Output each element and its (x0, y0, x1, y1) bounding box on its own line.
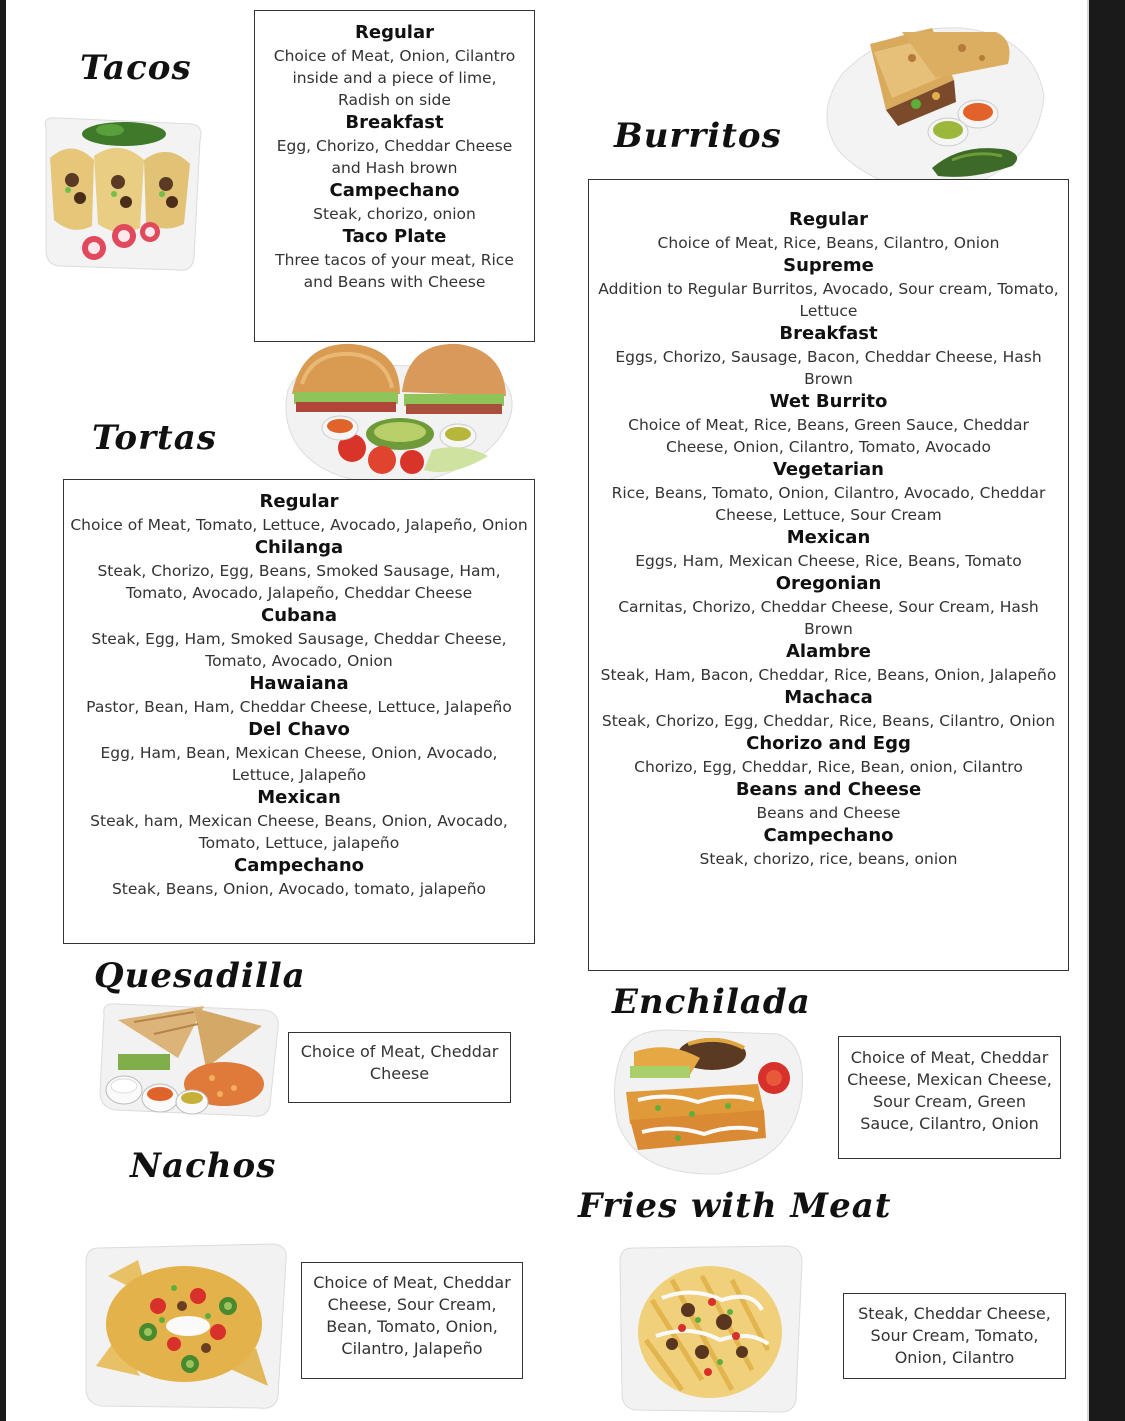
burritos-menu-box (588, 179, 1069, 971)
item-name: Breakfast (345, 112, 444, 133)
menu-item (595, 778, 1062, 824)
item-name: Chilanga (254, 537, 344, 558)
quesadilla-photo (94, 998, 284, 1120)
item-name: Mexican (786, 527, 871, 548)
item-desc: Eggs, Chorizo, Sausage, Bacon, Cheddar Cheese, Hash Brown (615, 348, 1042, 388)
item-desc: Carnitas, Chorizo, Cheddar Cheese, Sour Cream, Hash Brown (618, 598, 1039, 638)
item-desc: Choice of Meat, Rice, Beans, Cilantro, Onion (657, 234, 1000, 252)
item-desc: Steak, Chorizo, Egg, Cheddar, Rice, Beans, Cilantro, Onion (601, 712, 1056, 730)
item-desc: Choice of Meat, Onion, Cilantro inside and a piece of lime, Radish on side (273, 47, 516, 109)
item-name: Regular (259, 491, 339, 512)
quesadilla-heading: Quesadilla (94, 956, 306, 996)
enchilada-photo (608, 1022, 808, 1178)
item-name: Oregonian (775, 573, 882, 594)
item-desc: Addition to Regular Burritos, Avocado, Sour cream, Tomato, Lettuce (598, 280, 1059, 320)
item-desc: Pastor, Bean, Ham, Cheddar Cheese, Lettuce, Jalapeño (86, 698, 512, 716)
menu-item (595, 322, 1062, 390)
menu-item (595, 254, 1062, 322)
item-name: Hawaiana (249, 673, 349, 694)
menu-item (265, 111, 524, 179)
item-name: Taco Plate (342, 226, 447, 247)
item-desc: Steak, Egg, Ham, Smoked Sausage, Cheddar Cheese, Tomato, Avocado, Onion (91, 630, 507, 670)
item-name: Chorizo and Egg (746, 733, 911, 754)
item-desc: Eggs, Ham, Mexican Cheese, Rice, Beans, Tomato (635, 552, 1022, 570)
item-desc: Egg, Ham, Bean, Mexican Cheese, Onion, Avocado, Lettuce, Jalapeño (100, 744, 498, 784)
item-desc: Steak, Ham, Bacon, Cheddar, Rice, Beans, Onion, Jalapeño (600, 666, 1057, 684)
nachos-desc-box (301, 1262, 523, 1379)
fries-photo (612, 1240, 808, 1414)
item-name: Alambre (786, 641, 871, 662)
tortas-menu-box (63, 479, 535, 944)
item-desc: Choice of Meat, Cheddar Cheese, Mexican Cheese, Sour Cream, Green Sauce, Cilantro, Onion (847, 1048, 1052, 1133)
item-desc: Rice, Beans, Tomato, Onion, Cilantro, Avocado, Cheddar Cheese, Lettuce, Sour Cream (611, 484, 1046, 524)
item-desc: Steak, ham, Mexican Cheese, Beans, Onion, Avocado, Tomato, Lettuce, jalapeño (90, 812, 508, 852)
menu-item (70, 490, 528, 536)
item-desc: Steak, Chorizo, Egg, Beans, Smoked Sausage, Ham, Tomato, Avocado, Jalapeño, Cheddar Cheese (97, 562, 501, 602)
menu-item (595, 640, 1062, 686)
item-name: Campechano (329, 180, 460, 201)
right-edge (1089, 0, 1125, 1421)
menu-item (265, 179, 524, 225)
item-name: Mexican (257, 787, 341, 808)
menu-item (595, 572, 1062, 640)
item-name: Campechano (763, 825, 894, 846)
menu-item (70, 854, 528, 900)
tacos-heading: Tacos (80, 48, 192, 88)
tortas-heading: Tortas (92, 418, 217, 458)
enchilada-desc-box (838, 1036, 1061, 1159)
item-desc: Choice of Meat, Rice, Beans, Green Sauce, Cheddar Cheese, Onion, Cilantro, Tomato, Avocado (628, 416, 1029, 456)
item-desc: Choice of Meat, Cheddar Cheese (300, 1042, 499, 1083)
item-name: Breakfast (779, 323, 878, 344)
item-name: Beans and Cheese (735, 779, 922, 800)
item-name: Supreme (783, 255, 874, 276)
item-name: Vegetarian (772, 459, 884, 480)
item-desc: Chorizo, Egg, Cheddar, Rice, Bean, onion, Cilantro (634, 758, 1023, 776)
item-desc: Steak, Cheddar Cheese, Sour Cream, Tomato, Onion, Cilantro (858, 1304, 1051, 1367)
menu-item (70, 786, 528, 854)
item-desc: Three tacos of your meat, Rice and Beans with Cheese (275, 251, 514, 291)
nachos-photo (78, 1236, 290, 1412)
item-desc: Egg, Chorizo, Cheddar Cheese and Hash brown (276, 137, 513, 177)
menu-item (70, 718, 528, 786)
item-name: Regular (789, 209, 868, 230)
menu-item (265, 225, 524, 293)
item-desc: Choice of Meat, Tomato, Lettuce, Avocado, Jalapeño, Onion (70, 516, 528, 534)
item-desc: Steak, chorizo, rice, beans, onion (699, 850, 958, 868)
fries-heading: Fries with Meat (578, 1186, 892, 1226)
menu-item (595, 824, 1062, 870)
tortas-photo (282, 338, 518, 488)
left-edge (0, 0, 6, 1421)
tacos-menu-box (254, 10, 535, 342)
menu-item (595, 458, 1062, 526)
tacos-photo (32, 108, 207, 278)
fries-desc-box (843, 1293, 1066, 1379)
menu-item (70, 604, 528, 672)
menu-item (265, 21, 524, 111)
quesadilla-desc-box (288, 1032, 511, 1103)
item-desc: Beans and Cheese (756, 804, 901, 822)
menu-item (595, 208, 1062, 254)
item-desc: Steak, Beans, Onion, Avocado, tomato, jalapeño (111, 880, 487, 898)
item-name: Del Chavo (248, 719, 350, 740)
item-name: Regular (355, 22, 434, 43)
menu-item (595, 390, 1062, 458)
item-name: Campechano (233, 855, 365, 876)
nachos-heading: Nachos (130, 1146, 277, 1186)
item-name: Wet Burrito (769, 391, 888, 412)
menu-item (595, 732, 1062, 778)
item-name: Machaca (784, 687, 873, 708)
item-desc: Choice of Meat, Cheddar Cheese, Sour Cream, Bean, Tomato, Onion, Cilantro, Jalapeño (313, 1273, 511, 1358)
item-name: Cubana (260, 605, 338, 626)
menu-item (70, 672, 528, 718)
menu-item (70, 536, 528, 604)
enchilada-heading: Enchilada (612, 982, 811, 1022)
burritos-heading: Burritos (614, 116, 782, 156)
menu-item (595, 686, 1062, 732)
burritos-photo (812, 18, 1052, 198)
menu-item (595, 526, 1062, 572)
item-desc: Steak, chorizo, onion (313, 205, 476, 223)
